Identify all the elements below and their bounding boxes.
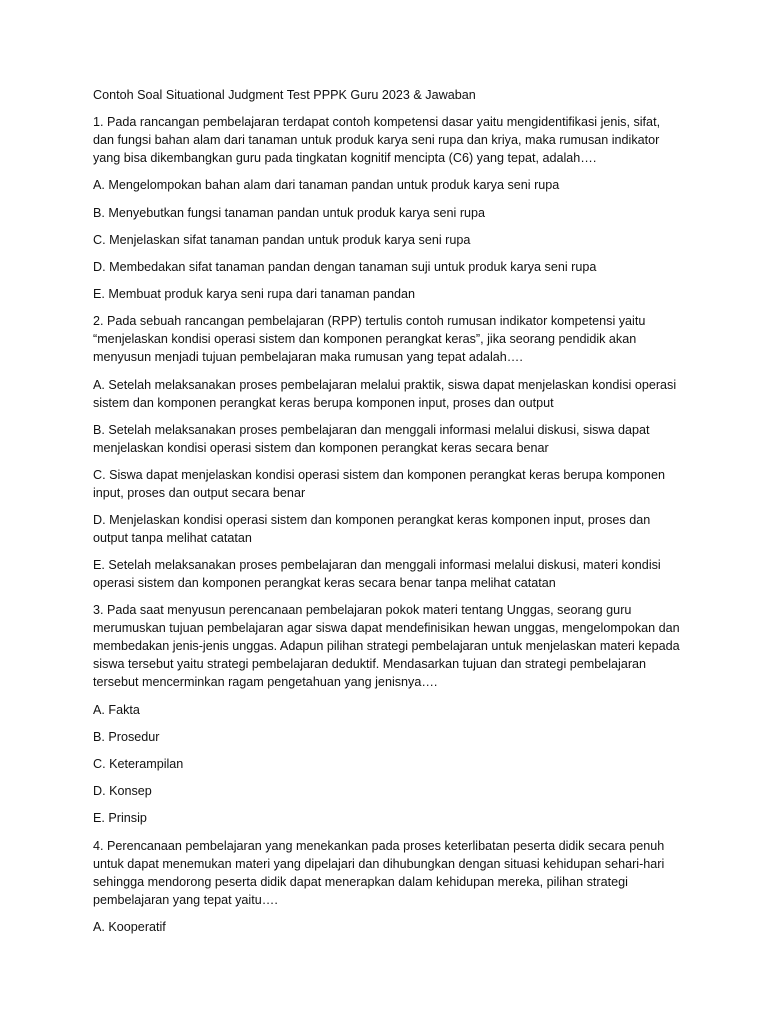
question-4-text: 4. Perencanaan pembelajaran yang menekankan pada proses keterlibatan peserta didik secara penuh untuk dapat menemukan materi yang dipelajari dan dihubungkan dengan situasi kehidupan sehari-hari sehingga mendorong peserta didik dapat menerapkan dalam kehidupan mereka, pilihan strategi pembelajaran yang tepat yaitu….: [93, 838, 665, 907]
question-2-option-d: D. Menjelaskan kondisi operasi sistem dan komponen perangkat keras komponen input, proses dan output tanpa melihat catatan: [93, 513, 651, 546]
question-2-option-b: B. Setelah melaksanakan proses pembelajaran dan menggali informasi melalui diskusi, siswa dapat menjelaskan kondisi operasi sistem dan komponen perangkat keras secara benar: [93, 422, 650, 455]
question-3-option-d: D. Konsep: [93, 784, 152, 799]
question-2-option-a: A. Setelah melaksanakan proses pembelajaran melalui praktik, siswa dapat menjelaskan kondisi operasi sistem dan komponen perangkat keras berupa komponen input, proses dan output: [93, 377, 677, 410]
question-2-option-c: C. Siswa dapat menjelaskan kondisi operasi sistem dan komponen perangkat keras berupa komponen input, proses dan output secara benar: [93, 467, 665, 500]
question-1-option-b: B. Menyebutkan fungsi tanaman pandan untuk produk karya seni rupa: [93, 205, 486, 220]
question-1-option-c: C. Menjelaskan sifat tanaman pandan untuk produk karya seni rupa: [93, 232, 471, 247]
question-1-option-e: E. Membuat produk karya seni rupa dari tanaman pandan: [93, 287, 416, 302]
question-3-option-b: B. Prosedur: [93, 729, 160, 744]
question-1-option-d: D. Membedakan sifat tanaman pandan dengan tanaman suji untuk produk karya seni rupa: [93, 259, 597, 274]
question-3-option-e: E. Prinsip: [93, 811, 147, 826]
question-3-text: 3. Pada saat menyusun perencanaan pembelajaran pokok materi tentang Unggas, seorang guru merumuskan tujuan pembelajaran agar siswa dapat mendefinisikan hewan unggas, mengelompokan dan membedakan jenis-jenis unggas. Adapun pilihan strategi pembelajaran untuk menjelaskan materi kepada siswa tersebut yaitu strategi pembelajaran deduktif. Mendasarkan tujuan dan strategi pembelajaran tersebut mencerminkan ragam pengetahuan yang jenisnya….: [93, 603, 680, 690]
question-2-option-e: E. Setelah melaksanakan proses pembelajaran dan menggali informasi melalui diskusi, materi kondisi operasi sistem dan komponen perangkat keras secara benar tanpa melihat catatan: [93, 558, 661, 591]
question-4-option-a: A. Kooperatif: [93, 919, 166, 934]
question-2-text: 2. Pada sebuah rancangan pembelajaran (RPP) tertulis contoh rumusan indikator kompetensi yaitu “menjelaskan kondisi operasi sistem dan komponen perangkat keras”, jika seorang pendidik akan menyusun menjadi tujuan pembelajaran maka rumusan yang tepat adalah….: [93, 314, 646, 365]
document-page: [93, 86, 683, 945]
question-1-text: 1. Pada rancangan pembelajaran terdapat contoh kompetensi dasar yaitu mengidentifikasi jenis, sifat, dan fungsi bahan alam dari tanaman untuk produk karya seni rupa dan kriya, maka rumusan indikator yang bisa dikembangkan guru pada tingkatan kognitif mencipta (C6) yang tepat, adalah….: [93, 115, 661, 166]
question-3-option-a: A. Fakta: [93, 702, 140, 717]
question-1-option-a: A. Mengelompokan bahan alam dari tanaman pandan untuk produk karya seni rupa: [93, 178, 560, 193]
question-3-option-c: C. Keterampilan: [93, 757, 184, 771]
document-title: Contoh Soal Situational Judgment Test PPPK Guru 2023 & Jawaban: [93, 88, 476, 102]
